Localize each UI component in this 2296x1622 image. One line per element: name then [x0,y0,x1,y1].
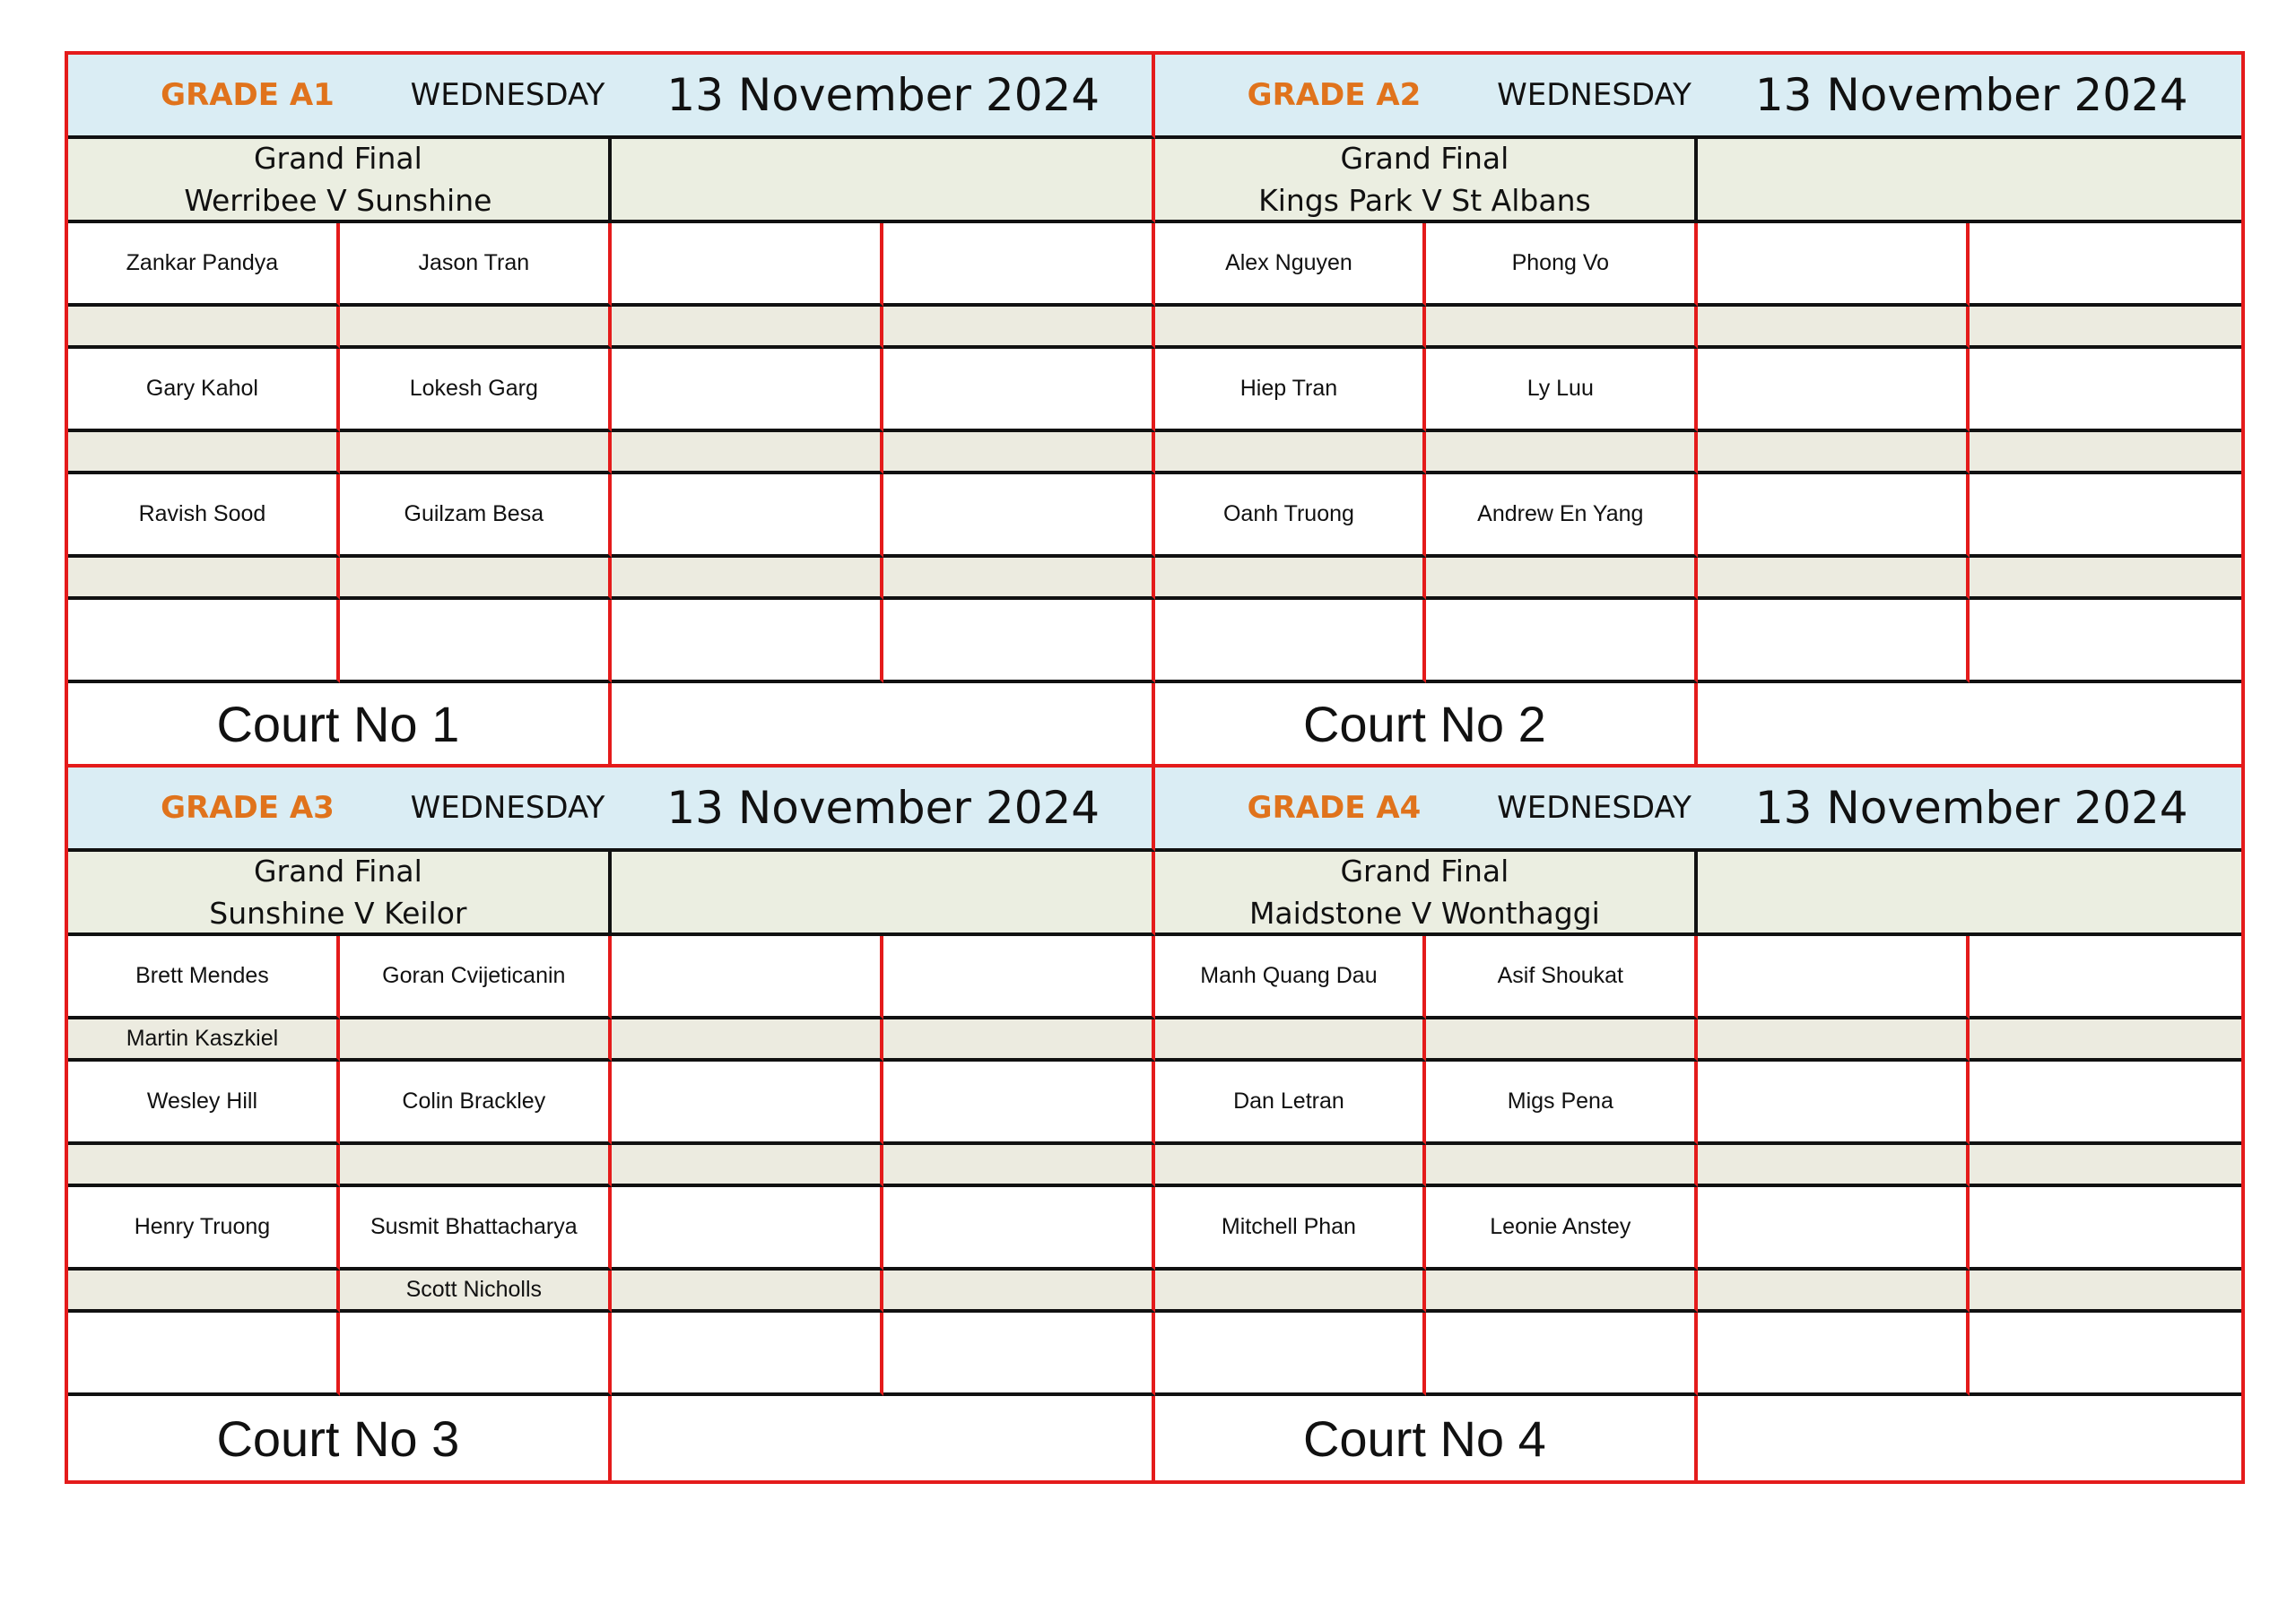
day-label: WEDNESDAY [1497,790,1692,826]
grade-header-content [1155,768,2242,848]
court-number: Court No 3 [68,1396,612,1480]
reserve-cell [612,1019,883,1062]
player-cell: Phong Vo [1426,223,1698,307]
player-cell: Jason Tran [340,223,612,307]
match-title: Grand Final [253,141,422,176]
grade-label: GRADE A2 [1247,77,1422,113]
reserve-cell [883,432,1155,474]
score-cell [1970,1187,2241,1271]
date-label: 13 November 2024 [1754,69,2188,121]
reserve-cell [340,307,612,349]
court-schedule-sheet [65,51,2245,1484]
spare-cell [1426,600,1698,683]
player-cell: Guilzam Besa [340,474,612,558]
player-cell: Leonie Anstey [1426,1187,1698,1271]
spare-cell [1155,600,1427,683]
match-notes-cell [612,139,1155,223]
match-title: Grand Final [1340,141,1509,176]
player-cell: Henry Truong [68,1187,340,1271]
score-cell [612,349,883,432]
spare-cell [883,600,1155,683]
match-info [1155,852,1699,936]
spare-cell [1970,1313,2241,1396]
spare-cell [1426,1313,1698,1396]
court-notes-cell [612,1396,1155,1480]
player-cell: Goran Cvijeticanin [340,936,612,1019]
score-cell [1698,223,1970,307]
score-cell [1970,474,2241,558]
reserve-cell [1426,1145,1698,1187]
reserve-cell [612,1271,883,1313]
player-cell: Hiep Tran [1155,349,1427,432]
player-cell: Brett Mendes [68,936,340,1019]
reserve-cell [883,1019,1155,1062]
player-cell: Oanh Truong [1155,474,1427,558]
score-cell [883,1187,1155,1271]
reserve-cell [1426,432,1698,474]
reserve-cell [1698,1271,1970,1313]
reserve-cell [1155,558,1427,600]
score-cell [883,1062,1155,1145]
reserve-cell [1426,307,1698,349]
match-notes-cell [612,852,1155,936]
day-label: WEDNESDAY [410,77,605,113]
reserve-cell [68,432,340,474]
reserve-cell [1155,1145,1427,1187]
score-cell [883,474,1155,558]
reserve-cell [340,432,612,474]
date-label: 13 November 2024 [666,782,1100,834]
reserve-cell [340,558,612,600]
court-notes-cell [1698,683,2241,768]
match-title: Grand Final [253,854,422,889]
spare-cell [1970,600,2241,683]
grade-header-content [68,55,1152,135]
player-cell: Wesley Hill [68,1062,340,1145]
player-cell: Alex Nguyen [1155,223,1427,307]
date-label: 13 November 2024 [1754,782,2188,834]
reserve-cell [883,1271,1155,1313]
reserve-cell [340,1145,612,1187]
reserve-cell: Scott Nicholls [340,1271,612,1313]
grade-header-content [1155,55,2242,135]
player-cell: Migs Pena [1426,1062,1698,1145]
reserve-cell [1155,1019,1427,1062]
spare-cell [1698,600,1970,683]
score-cell [612,1062,883,1145]
match-notes-cell [1698,852,2241,936]
score-cell [1698,474,1970,558]
player-cell: Manh Quang Dau [1155,936,1427,1019]
reserve-cell [883,307,1155,349]
reserve-cell [1970,307,2241,349]
reserve-cell [612,432,883,474]
score-cell [612,936,883,1019]
reserve-cell [612,307,883,349]
match-info [68,139,612,223]
player-cell: Zankar Pandya [68,223,340,307]
player-cell: Susmit Bhattacharya [340,1187,612,1271]
reserve-cell [1155,1271,1427,1313]
reserve-cell [1426,1019,1698,1062]
score-cell [612,474,883,558]
player-cell: Colin Brackley [340,1062,612,1145]
reserve-cell: Martin Kaszkiel [68,1019,340,1062]
player-cell: Gary Kahol [68,349,340,432]
reserve-cell [1426,1271,1698,1313]
court-number: Court No 2 [1155,683,1699,768]
score-cell [883,349,1155,432]
reserve-cell [1698,307,1970,349]
grade-header [1155,768,2242,852]
grade-header [68,55,1155,139]
reserve-cell [1698,432,1970,474]
match-teams: Sunshine V Keilor [209,896,467,931]
score-cell [1698,349,1970,432]
spare-cell [68,1313,340,1396]
grade-header-content [68,768,1152,848]
spare-cell [340,600,612,683]
day-label: WEDNESDAY [1497,77,1692,113]
match-info [68,852,612,936]
score-cell [1970,349,2241,432]
reserve-cell [1970,432,2241,474]
grade-label: GRADE A4 [1247,790,1422,826]
grade-label: GRADE A1 [161,77,335,113]
reserve-cell [68,558,340,600]
court-number: Court No 4 [1155,1396,1699,1480]
reserve-cell [1698,1145,1970,1187]
score-cell [1698,936,1970,1019]
spare-cell [340,1313,612,1396]
reserve-cell [1970,1271,2241,1313]
reserve-cell [1970,1145,2241,1187]
match-info [1155,139,1699,223]
spare-cell [1155,1313,1427,1396]
match-notes-cell [1698,139,2241,223]
player-cell: Dan Letran [1155,1062,1427,1145]
player-cell: Ly Luu [1426,349,1698,432]
score-cell [1698,1187,1970,1271]
player-cell: Asif Shoukat [1426,936,1698,1019]
reserve-cell [612,558,883,600]
spare-cell [68,600,340,683]
day-label: WEDNESDAY [410,790,605,826]
reserve-cell [340,1019,612,1062]
player-cell: Mitchell Phan [1155,1187,1427,1271]
score-cell [1970,1062,2241,1145]
reserve-cell [68,1271,340,1313]
reserve-cell [1698,558,1970,600]
reserve-cell [1155,307,1427,349]
court-notes-cell [1698,1396,2241,1480]
reserve-cell [68,1145,340,1187]
spare-cell [612,1313,883,1396]
date-label: 13 November 2024 [666,69,1100,121]
match-teams: Maidstone V Wonthaggi [1248,896,1600,931]
score-cell [1970,223,2241,307]
reserve-cell [1155,432,1427,474]
match-title: Grand Final [1340,854,1509,889]
reserve-cell [1426,558,1698,600]
score-cell [1970,936,2241,1019]
score-cell [1698,1062,1970,1145]
grade-label: GRADE A3 [161,790,335,826]
player-cell: Lokesh Garg [340,349,612,432]
player-cell: Ravish Sood [68,474,340,558]
grade-header [68,768,1155,852]
match-teams: Werribee V Sunshine [184,183,492,218]
reserve-cell [883,558,1155,600]
reserve-cell [883,1145,1155,1187]
score-cell [612,223,883,307]
score-cell [883,936,1155,1019]
reserve-cell [612,1145,883,1187]
player-cell: Andrew En Yang [1426,474,1698,558]
reserve-cell [1970,558,2241,600]
court-number: Court No 1 [68,683,612,768]
spare-cell [612,600,883,683]
court-notes-cell [612,683,1155,768]
reserve-cell [68,307,340,349]
match-teams: Kings Park V St Albans [1258,183,1591,218]
grade-header [1155,55,2242,139]
score-cell [883,223,1155,307]
reserve-cell [1698,1019,1970,1062]
reserve-cell [1970,1019,2241,1062]
spare-cell [883,1313,1155,1396]
score-cell [612,1187,883,1271]
spare-cell [1698,1313,1970,1396]
